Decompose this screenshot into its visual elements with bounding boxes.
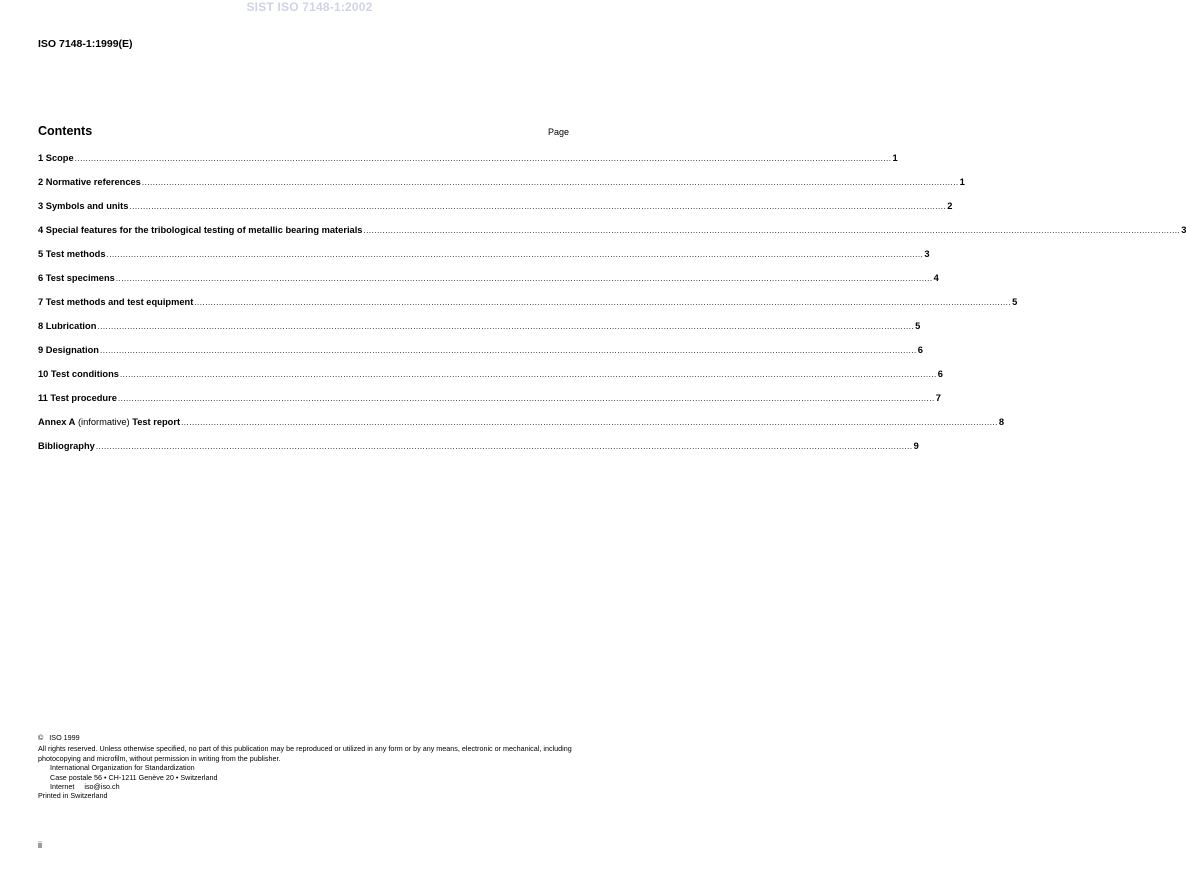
toc-entry[interactable]	[38, 225, 1186, 249]
watermark: SIST ISO 7148-1:2002	[246, 0, 373, 14]
page-column-label: Page	[547, 127, 569, 137]
toc-entry[interactable]	[38, 273, 939, 297]
toc-entry-annex-title: Test report	[132, 417, 181, 427]
toc-entry-page: 7	[935, 393, 941, 403]
toc-entry-page: 5	[1012, 297, 1018, 307]
toc-entry[interactable]	[38, 297, 1018, 321]
toc-entry[interactable]	[38, 201, 953, 225]
toc-entry-title: 4 Special features for the tribological testing of metallic bearing materials	[38, 225, 363, 235]
toc-entry[interactable]	[38, 249, 930, 273]
toc-entry[interactable]	[38, 153, 898, 177]
contents-heading: Contents	[38, 124, 93, 138]
toc-entry[interactable]	[38, 321, 921, 345]
rights-statement: All rights reserved. Unless otherwise specified, no part of this publication may be reproduced or utilized in any form or by any means, electronic or mechanical, including photocopying and microfilm, without permission in writing from the publisher.	[38, 744, 572, 763]
toc-dot-leader: ............................................................................................................................................................................................................................................................................................................	[106, 250, 924, 259]
copyright-notice: © ISO 1999	[38, 733, 80, 742]
table-of-contents	[38, 153, 1186, 465]
copyright-footer	[38, 733, 578, 801]
toc-entry[interactable]	[38, 177, 965, 201]
page-number: ii	[38, 840, 42, 850]
organization-name: International Organization for Standardization	[50, 763, 195, 773]
toc-entry-title: 11 Test procedure	[38, 393, 117, 403]
toc-entry-title: 5 Test methods	[38, 249, 106, 259]
toc-entry-title: Annex A	[38, 417, 76, 427]
postal-address: Case postale 56 • CH-1211 Genève 20 • Switzerland	[50, 772, 218, 782]
toc-dot-leader: ............................................................................................................................................................................................................................................................................................................	[117, 394, 935, 403]
toc-entry[interactable]	[38, 369, 943, 393]
toc-entry[interactable]	[38, 393, 941, 417]
toc-entry-title: 9 Designation	[38, 345, 99, 355]
toc-entry-page: 1	[959, 177, 965, 187]
document-id: ISO 7148-1:1999(E)	[38, 38, 133, 50]
toc-entry-page: 2	[947, 201, 953, 211]
toc-entry-title: 7 Test methods and test equipment	[38, 297, 194, 307]
toc-entry-page: 3	[1181, 225, 1186, 235]
toc-dot-leader: ............................................................................................................................................................................................................................................................................................................	[181, 418, 998, 427]
toc-dot-leader: ............................................................................................................................................................................................................................................................................................................	[97, 322, 915, 331]
toc-dot-leader: ............................................................................................................................................................................................................................................................................................................	[194, 298, 1012, 307]
toc-entry-page: 3	[924, 249, 930, 259]
toc-entry-page: 5	[915, 321, 921, 331]
toc-entry-title: 8 Lubrication	[38, 321, 97, 331]
toc-entry-title: 1 Scope	[38, 153, 74, 163]
toc-dot-leader: ............................................................................................................................................................................................................................................................................................................	[74, 154, 892, 163]
toc-entry-page: 6	[917, 345, 923, 355]
toc-dot-leader: ............................................................................................................................................................................................................................................................................................................	[141, 178, 959, 187]
toc-dot-leader: ............................................................................................................................................................................................................................................................................................................	[129, 202, 947, 211]
toc-entry-page: 8	[998, 417, 1005, 427]
toc-entry[interactable]	[38, 417, 1005, 441]
toc-entry-page: 1	[892, 153, 898, 163]
toc-entry-title: 3 Symbols and units	[38, 201, 129, 211]
toc-dot-leader: ............................................................................................................................................................................................................................................................................................................	[95, 442, 913, 451]
toc-dot-leader: ............................................................................................................................................................................................................................................................................................................	[99, 346, 917, 355]
toc-entry-title: 10 Test conditions	[38, 369, 119, 379]
toc-entry-title: Bibliography	[38, 441, 95, 451]
toc-entry-page: 4	[933, 273, 939, 283]
toc-entry[interactable]	[38, 441, 919, 465]
toc-entry-title: 6 Test specimens	[38, 273, 115, 283]
internet-address: Internet iso@iso.ch	[50, 782, 120, 792]
toc-entry-page: 6	[937, 369, 943, 379]
toc-dot-leader: ............................................................................................................................................................................................................................................................................................................	[115, 274, 933, 283]
toc-entry-page: 9	[913, 441, 919, 451]
toc-dot-leader: ............................................................................................................................................................................................................................................................................................................	[363, 226, 1181, 235]
toc-entry-title: 2 Normative references	[38, 177, 141, 187]
printed-in: Printed in Switzerland	[38, 791, 108, 801]
toc-entry[interactable]	[38, 345, 923, 369]
toc-entry-annex-type: (informative)	[75, 417, 133, 427]
toc-dot-leader: ............................................................................................................................................................................................................................................................................................................	[119, 370, 937, 379]
